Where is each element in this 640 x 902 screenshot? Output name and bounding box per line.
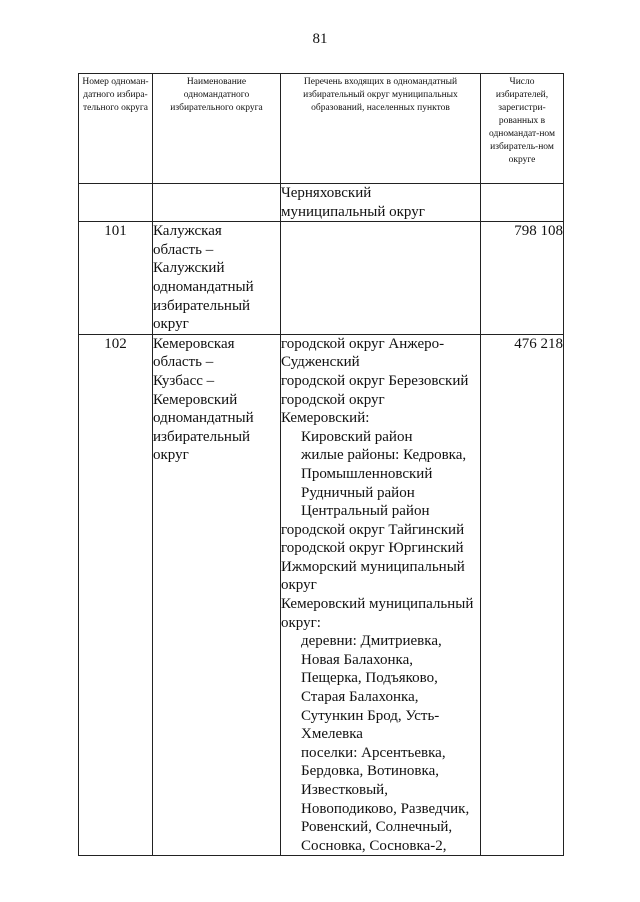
- district-table: [78, 73, 564, 856]
- locality-line: Сосновка, Сосновка-2,: [301, 837, 447, 854]
- locality-line: Промышленновский: [301, 465, 433, 482]
- header-list: Перечень входящих в одномандатный избирательный округ муниципальных образований, населенных пунктов: [281, 74, 481, 184]
- locality-line: жилые районы: Кедровка,: [301, 447, 467, 464]
- locality-line: Известковый,: [301, 782, 388, 798]
- locality-line: деревни: Дмитриевка,: [301, 633, 442, 650]
- locality-line: городской округ: [281, 391, 385, 408]
- district-name-line: избирательный: [153, 297, 251, 314]
- locality-line: Бердовка, Вотиновка,: [301, 763, 439, 780]
- header-name: Наименование одномандатного избирательного округа: [153, 74, 281, 184]
- locality-line: Ижморский муниципальный: [281, 558, 465, 575]
- locality-line: городской округ Юргинский: [281, 540, 464, 557]
- district-name-line: Калужская: [153, 223, 222, 240]
- locality-line: городской округ Березовский: [281, 372, 469, 389]
- locality-line: округ:: [281, 614, 321, 631]
- locality-line: Новая Балахонка,: [301, 651, 413, 668]
- locality-line: Ровенский, Солнечный,: [301, 819, 453, 836]
- cell-num: 102: [79, 334, 153, 856]
- locality-line: Сутункин Брод, Усть-: [301, 707, 440, 724]
- district-name-line: Кемеровский: [153, 391, 238, 408]
- district-name-line: Кузбасс –: [153, 372, 215, 389]
- district-name-line: Кемеровская: [153, 335, 235, 352]
- locality-line: Черняховский: [281, 185, 372, 201]
- cell-voters: 476 218: [481, 334, 564, 856]
- cell-list: [281, 222, 481, 335]
- locality-line: городской округ Тайгинский: [281, 521, 465, 538]
- cell-name: [153, 334, 281, 856]
- cell-name: [153, 184, 281, 222]
- header-num: Номер одноман-датного избира-тельного округа: [79, 74, 153, 184]
- locality-line: Рудничный район: [301, 484, 415, 501]
- table-row: [79, 222, 564, 335]
- locality-line: Центральный район: [301, 503, 430, 520]
- cell-voters: 798 108: [481, 222, 564, 335]
- table-row: [79, 334, 564, 856]
- page-number: 81: [312, 31, 328, 47]
- locality-line: Старая Балахонка,: [301, 689, 419, 706]
- locality-line: городской округ Анжеро-: [281, 335, 445, 352]
- district-name-line: избирательный: [153, 428, 251, 445]
- locality-line: Кировский район: [301, 428, 413, 445]
- locality-line: Новоподиково, Разведчик,: [301, 800, 470, 817]
- district-name-line: одномандатный: [153, 410, 254, 427]
- district-name-line: округ: [153, 316, 189, 333]
- locality-line: Пещерка, Подъяково,: [301, 670, 438, 687]
- cell-name: [153, 222, 281, 335]
- locality-line: муниципальный округ: [281, 203, 425, 220]
- locality-line: Кемеровский:: [281, 410, 370, 427]
- cell-list: [281, 184, 481, 222]
- cell-voters: [481, 184, 564, 222]
- cell-num: 101: [79, 222, 153, 335]
- locality-line: поселки: Арсентьевка,: [301, 744, 446, 761]
- table-header-row: [79, 74, 564, 184]
- district-name-line: область –: [153, 354, 214, 371]
- table-row: [79, 184, 564, 222]
- locality-line: Хмелевка: [301, 726, 363, 743]
- district-name-line: Калужский: [153, 260, 225, 277]
- cell-list: [281, 334, 481, 856]
- district-name-line: одномандатный: [153, 278, 254, 295]
- cell-num: [79, 184, 153, 222]
- locality-line: Кемеровский муниципальный: [281, 596, 474, 613]
- district-name-line: область –: [153, 241, 214, 258]
- header-voters: Число избирателей, зарегистри-рованных в одномандат-ном избиратель-ном округе: [481, 74, 564, 184]
- district-name-line: округ: [153, 447, 189, 464]
- locality-line: округ: [281, 577, 317, 594]
- locality-line: Судженский: [281, 354, 360, 371]
